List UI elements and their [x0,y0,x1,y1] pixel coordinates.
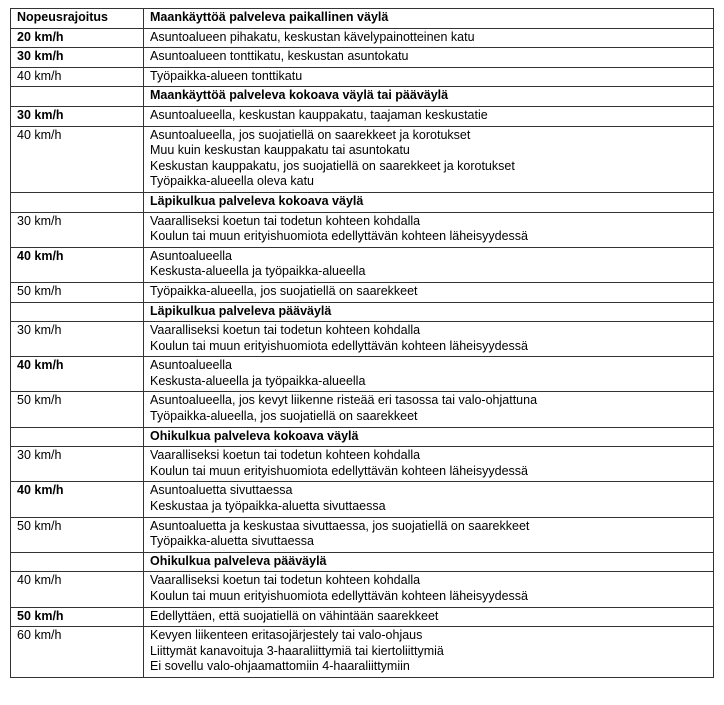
description-line: Asuntoaluetta ja keskustaa sivuttaessa, jos suojatiellä on saarekkeet [150,518,530,533]
speed-limit-cell: 50 km/h [11,282,144,302]
description-line: Asuntoalueen pihakatu, keskustan kävelypainotteinen katu [150,29,475,44]
description-cell [144,627,714,678]
section-empty-cell [11,302,144,322]
description-line: Asuntoalueella, jos suojatiellä on saarekkeet ja korotukset [150,127,471,142]
description-line: Työpaikka-alueen tonttikatu [150,68,303,83]
description-line: Ei sovellu valo-ohjaamattomiin 4-haaraliittymiin [150,659,410,674]
speed-limit-cell: 50 km/h [11,517,144,552]
table-row [11,247,714,282]
speed-limit-table [10,8,714,678]
speed-limit-cell: 30 km/h [11,212,144,247]
description-line: Vaaralliseksi koetun tai todetun kohteen kohdalla [150,213,421,228]
description-line: Vaaralliseksi koetun tai todetun kohteen kohdalla [150,448,421,463]
table-row [11,572,714,607]
description-cell [144,482,714,517]
description-cell [144,126,714,192]
section-empty-cell [11,87,144,107]
table-row [11,392,714,427]
description-line: Muu kuin keskustan kauppakatu tai asuntokatu [150,143,410,158]
description-cell [144,106,714,126]
speed-limit-cell: 30 km/h [11,322,144,357]
description-cell [144,517,714,552]
table-row [11,322,714,357]
speed-limit-cell: 60 km/h [11,627,144,678]
header-road-category: Maankäyttöä palveleva paikallinen väylä [144,9,714,29]
section-empty-cell [11,552,144,572]
table-header-row [11,9,714,29]
description-line: Koulun tai muun erityishuomiota edellyttävän kohteen läheisyydessä [150,229,529,244]
table-row [11,447,714,482]
description-line: Keskustan kauppakatu, jos suojatiellä on saarekkeet ja korotukset [150,158,515,173]
section-title: Läpikulkua palveleva kokoava väylä [144,192,714,212]
speed-limit-cell: 40 km/h [11,247,144,282]
description-line: Kevyen liikenteen eritasojärjestely tai valo-ohjaus [150,628,423,643]
description-line: Asuntoaluetta sivuttaessa [150,483,293,498]
table-row [11,28,714,48]
table-body [11,28,714,677]
speed-limit-cell: 40 km/h [11,357,144,392]
description-cell [144,282,714,302]
table-row [11,282,714,302]
table-row [11,67,714,87]
description-cell [144,247,714,282]
description-line: Asuntoalueella [150,358,233,373]
speed-limit-cell: 50 km/h [11,392,144,427]
description-cell [144,607,714,627]
section-title: Ohikulkua palveleva pääväylä [144,552,714,572]
description-cell [144,447,714,482]
table-row [11,627,714,678]
description-line: Edellyttäen, että suojatiellä on vähintään saarekkeet [150,608,439,623]
table-row [11,607,714,627]
speed-limit-cell: 40 km/h [11,67,144,87]
description-cell [144,212,714,247]
description-cell [144,67,714,87]
speed-limit-cell: 40 km/h [11,572,144,607]
table-row [11,106,714,126]
description-line: Koulun tai muun erityishuomiota edellyttävän kohteen läheisyydessä [150,463,529,478]
table-row [11,357,714,392]
section-header-row [11,552,714,572]
speed-limit-cell: 40 km/h [11,126,144,192]
table-row [11,48,714,68]
speed-limit-cell: 20 km/h [11,28,144,48]
description-line: Koulun tai muun erityishuomiota edellyttävän kohteen läheisyydessä [150,338,529,353]
speed-limit-cell: 30 km/h [11,106,144,126]
speed-limit-cell: 40 km/h [11,482,144,517]
description-line: Asuntoalueen tonttikatu, keskustan asuntokatu [150,49,409,64]
description-cell [144,48,714,68]
description-line: Liittymät kanavoituja 3-haaraliittymiä tai kiertoliittymiä [150,643,444,658]
description-line: Keskustaa ja työpaikka-aluetta sivuttaessa [150,499,386,514]
description-cell [144,572,714,607]
table-row [11,126,714,192]
section-empty-cell [11,427,144,447]
description-line: Koulun tai muun erityishuomiota edellyttävän kohteen läheisyydessä [150,589,529,603]
description-line: Asuntoalueella, keskustan kauppakatu, taajaman keskustatie [150,107,488,122]
section-title: Maankäyttöä palveleva kokoava väylä tai pääväylä [144,87,714,107]
description-cell [144,392,714,427]
description-line: Vaaralliseksi koetun tai todetun kohteen kohdalla [150,573,421,588]
description-line: Asuntoalueella [150,248,233,263]
section-header-row [11,427,714,447]
section-header-row [11,192,714,212]
description-line: Vaaralliseksi koetun tai todetun kohteen kohdalla [150,323,421,338]
description-cell [144,322,714,357]
description-line: Työpaikka-alueella, jos suojatiellä on saarekkeet [150,409,418,424]
table-row [11,212,714,247]
speed-limit-cell: 30 km/h [11,447,144,482]
section-empty-cell [11,192,144,212]
section-header-row [11,87,714,107]
table-row [11,517,714,552]
description-line: Työpaikka-alueella oleva katu [150,174,314,189]
description-line: Keskusta-alueella ja työpaikka-alueella [150,373,366,388]
section-header-row [11,302,714,322]
speed-limit-cell: 50 km/h [11,607,144,627]
description-line: Työpaikka-alueella, jos suojatiellä on saarekkeet [150,283,418,298]
header-speed-limit: Nopeusrajoitus [11,9,144,29]
description-cell [144,357,714,392]
description-line: Keskusta-alueella ja työpaikka-alueella [150,264,366,279]
description-line: Työpaikka-aluetta sivuttaessa [150,534,314,549]
speed-limit-cell: 30 km/h [11,48,144,68]
section-title: Läpikulkua palveleva pääväylä [144,302,714,322]
section-title: Ohikulkua palveleva kokoava väylä [144,427,714,447]
table-row [11,482,714,517]
description-cell [144,28,714,48]
description-line: Asuntoalueella, jos kevyt liikenne risteää eri tasossa tai valo-ohjattuna [150,393,538,408]
